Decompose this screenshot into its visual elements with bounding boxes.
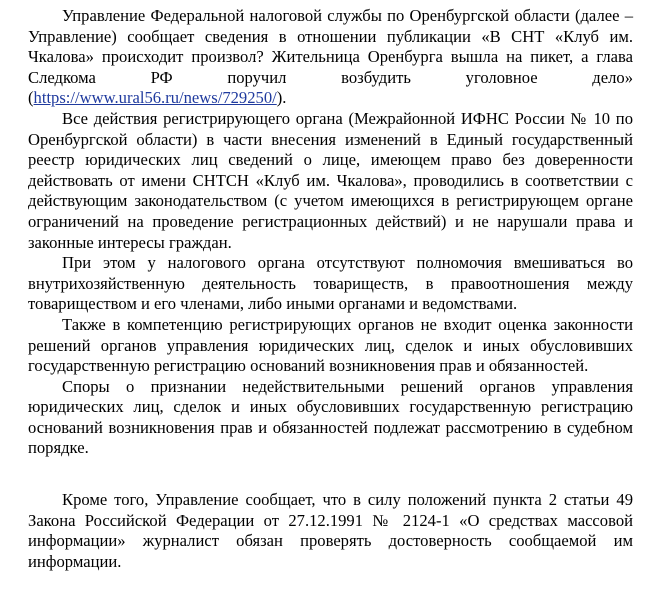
paragraph-journalist-duty: Кроме того, Управление сообщает, что в силу положений пункта 2 статьи 49 Закона Российской Федерации от 27.12.1991 № 2124-1 «О средствах массовой информации» журналист обязан проверять достоверность сообщаемой им информации. xyxy=(28,490,633,571)
paragraph-text: ). xyxy=(276,88,287,108)
paragraph-competence: Также в компетенцию регистрирующих органов не входит оценка законности решений органов управления юридических лиц, сделок и иных обусловивших государственную регистрацию оснований возникновения прав и обязанностей. xyxy=(28,314,633,376)
paragraph-text: Управление Федеральной налоговой службы по Оренбургской области (далее – Управление) сообщает сведения в отношении публикации «В СНТ «Клуб им. Чкалова» происходит произвол? Жительница Оренбурга вышла на пикет, а глава Следкома РФ поручил возбудить уголовное дело» ( xyxy=(28,6,633,108)
paragraph-registration-actions: Все действия регистрирующего органа (Межрайонной ИФНС России № 10 по Оренбургской области) в части внесения изменений в Единый государственный реестр юридических лиц сведений о лице, имеющем право без доверенности действовать от имени СНТСН «Клуб им. Чкалова», проводились в соответствии с действующим законодательством (с учетом имеющихся в регистрирующем органе ограничений на проведение регистрационных действий) и не нарушали права и законные интересы граждан. xyxy=(28,108,633,252)
news-article-link[interactable]: https://www.ural56.ru/news/729250/ xyxy=(33,88,277,108)
paragraph-authority-limits: При этом у налогового органа отсутствуют полномочия вмешиваться во внутрихозяйственную деятельность товариществ, в правоотношения между товариществом и его членами, либо иными органами и ведомствами. xyxy=(28,253,633,314)
paragraph-disputes: Споры о признании недействительными решений органов управления юридических лиц, сделок и иных обусловивших государственную регистрацию оснований возникновения прав и обязанностей подлежат рассмотрению в судебном порядке. xyxy=(28,376,633,458)
paragraph-publication-reference xyxy=(28,6,633,109)
